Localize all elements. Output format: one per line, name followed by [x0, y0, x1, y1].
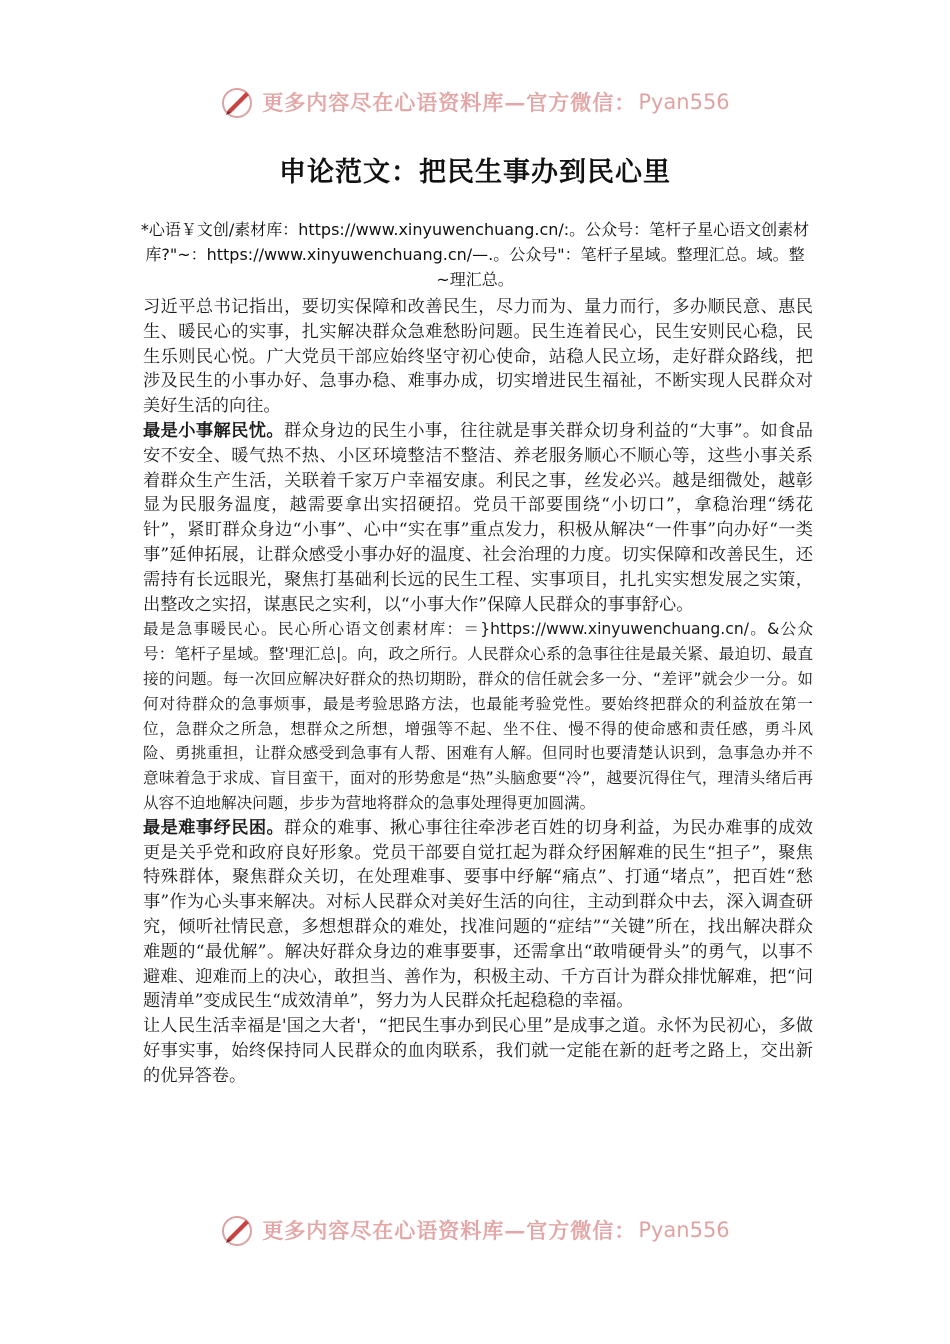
- pen-logo-icon: [220, 1212, 256, 1248]
- paragraph-small-matters-text: 群众身边的民生小事，往往就是事关群众切身利益的“大事”。如食品安不安全、暖气热不热、小区环境整洁不整洁、养老服务顺心不顺心等，这些小事关系着群众生产生活，关联着千家万户幸福安康。利民之事，丝发必兴。越是细微处，越彰显为民服务温度，越需要拿出实招硬招。党员干部要围绕“小切口”，拿稳治理“绣花针”，紧盯群众身边“小事”、心中“实在事”重点发力，积极从解决“一件事”向办好“一类事”延伸拓展，让群众感受小事办好的温度、社会治理的力度。切实保障和改善民生，还需持有长远眼光，聚焦打基础利长远的民生工程、实事项目，扎扎实实想发展之实策，出整改之实招，谋惠民之实利，以“小事大作”保障人民群众的事事舒心。: [143, 420, 813, 615]
- banner-wechat-id: Pyan556: [638, 90, 730, 114]
- banner-wechat-id: Pyan556: [638, 1218, 730, 1242]
- paragraph-conclusion: 让人民生活幸福是'国之大者'，“把民生事办到民心里”是成事之道。永怀为民初心，多做好事实事，始终保持同人民群众的血肉联系，我们就一定能在新的赶考之路上，交出新的优异答卷。: [143, 1016, 813, 1086]
- paragraph-small-matters: [143, 419, 813, 617]
- banner-text: 更多内容尽在心语资料库—官方微信：: [262, 1218, 637, 1243]
- header-banner: [0, 80, 950, 124]
- paragraph-intro: 习近平总书记指出，要切实保障和改善民生，尽力而为、量力而行，多办顺民意、惠民生、暖民心的实事，扎实解决群众急难愁盼问题。民生连着民心，民生安则民心稳，民生乐则民心悦。广大党员干部应始终坚守初心使命，站稳人民立场，走好群众路线，把涉及民生的小事办好、急事办稳、难事办成，切实增进民生福祉，不断实现人民群众对美好生活的向往。: [143, 297, 813, 417]
- footer-banner: [0, 1208, 950, 1252]
- source-note: *心语￥文创/素材库：https://www.xinyuwenchuang.cn/:。公众号：笔杆子星心语文创素材库?"~：https://www.xinyuwenchuang.cn/—.。公众号"：笔杆子星域。整理汇总。域。整~理汇总。: [140, 220, 810, 289]
- section-heading-hard-matters: 最是难事纾民困。: [143, 817, 285, 838]
- paragraph-urgent-matters: 最是急事暖民心。民心所心语文创素材库：＝}https://www.xinyuwenchuang.cn/。&公众号：笔杆子星域。整'理汇总|。向，政之所行。人民群众心系的急事往往是最关紧、最迫切、最直接的问题。每一次回应解决好群众的热切期盼，群众的信任就会多一分、“差评”就会少一分。如何对待群众的急事烦事，最是考验思路方法，也最能考验党性。要始终把群众的利益放在第一位，急群众之所急，想群众之所想，增强等不起、坐不住、慢不得的使命感和责任感，勇斗风险、勇挑重担，让群众感受到急事有人帮、困难有人解。但同时也要清楚认识到，急事急办并不意味着急于求成、盲目蛮干，面对的形势愈是“热”头脑愈要“冷”，越要沉得住气，理清头绪后再从容不迫地解决问题，步步为营地将群众的急事处理得更加圆满。: [143, 620, 813, 812]
- article-body: [143, 295, 813, 1089]
- pen-logo-icon: [220, 84, 256, 120]
- paragraph-hard-matters: [143, 816, 813, 1014]
- section-heading-small-matters: 最是小事解民忧。: [143, 420, 284, 441]
- paragraph-hard-matters-text: 群众的难事、揪心事往往牵涉老百姓的切身利益，为民办难事的成效更是关乎党和政府良好形象。党员干部要自觉扛起为群众纾困解难的民生“担子”，聚焦特殊群体，聚焦群众关切，在处理难事、要事中纾解“痛点”、打通“堵点”，把百姓“愁事”作为心头事来解决。对标人民群众对美好生活的向往，主动到群众中去，深入调查研究，倾听社情民意，多想想群众的难处，找准问题的“症结”“关键”所在，找出解决群众难题的“最优解”。解决好群众身边的难事要事，还需拿出“敢啃硬骨头”的勇气，以事不避难、迎难而上的决心，敢担当、善作为，积极主动、千方百计为群众排忧解难，把“问题清单”变成民生“成效清单”，努力为人民群众托起稳稳的幸福。: [143, 817, 813, 1012]
- document-title: 申论范文：把民生事办到民心里: [279, 157, 671, 188]
- banner-text: 更多内容尽在心语资料库—官方微信：: [262, 90, 637, 115]
